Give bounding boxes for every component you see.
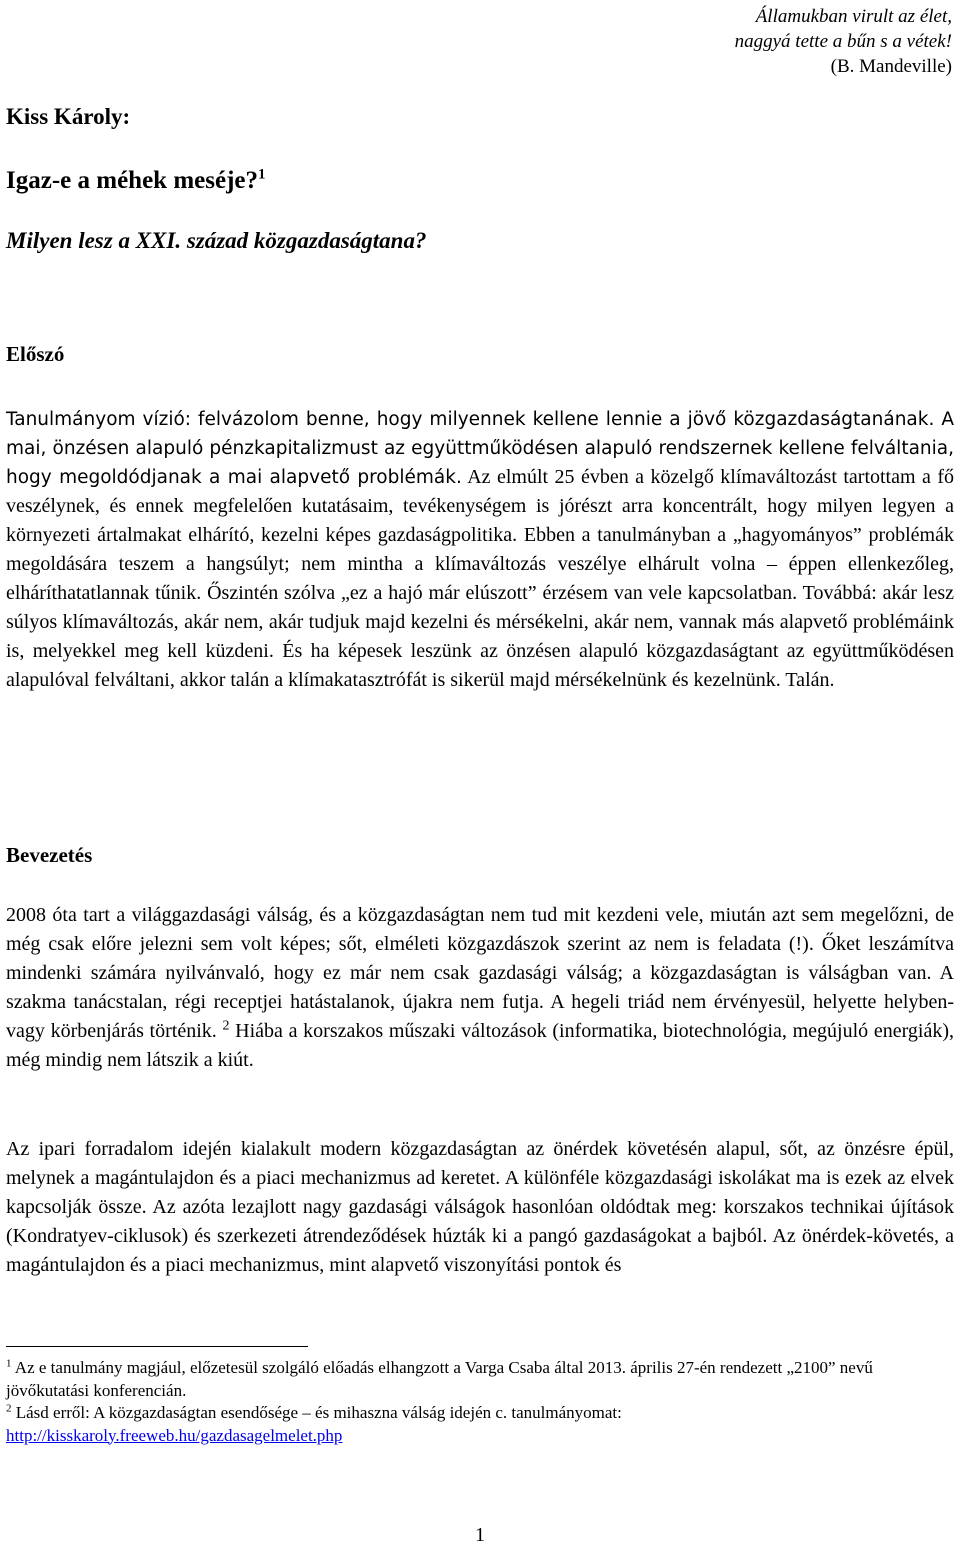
author-name: Kiss Károly: xyxy=(6,104,131,129)
footnote-2-link[interactable]: http://kisskaroly.freeweb.hu/gazdasagelmelet.php xyxy=(6,1425,343,1445)
footnotes xyxy=(6,1357,954,1447)
foreword-heading: Előszó xyxy=(6,342,65,366)
title-text: Igaz-e a méhek meséje? xyxy=(6,167,258,194)
title-footnote-ref[interactable]: 1 xyxy=(258,166,266,183)
epigraph xyxy=(735,4,952,79)
footnote-2 xyxy=(6,1402,954,1447)
foreword-paragraph xyxy=(6,405,954,695)
document-subtitle: Milyen lesz a XXI. század közgazdaságtana? xyxy=(6,228,427,253)
footnote-1-number: 1 xyxy=(6,1357,12,1370)
epigraph-source: (B. Mandeville) xyxy=(830,56,952,77)
epigraph-line-1: Államukban virult az élet, xyxy=(755,6,952,27)
page-number: 1 xyxy=(475,1524,485,1546)
intro-p1-text-a: 2008 óta tart a világgazdasági válság, és a közgazdaságtan nem tud mit kezdeni vele, miután azt sem megelőzni, de még csak előre jelezni sem volt képes; sőt, elméleti közgazdászok szerint az nem is feladata (!). Őket leszámítva mindenki számára nyilvánvaló, hogy ez már nem csak gazdasági válság; a közgazdaságtan is válságban van. A szakma tanácstalan, régi receptjei hatástalanok, újakra nem futja. A hegeli triád nem érvényesül, helyette helyben-vagy körbenjárás történik. xyxy=(6,904,954,1042)
intro-paragraph-2: Az ipari forradalom idején kialakult modern közgazdaságtan az önérdek követésén alapul, sőt, az önzésre épül, melynek a magántulajdon és a piaci mechanizmus ad keretet. A különféle közgazdasági iskolákat ma is ezek az elvek kapcsolják össze. Az azóta lezajlott nagy gazdasági válságok hasonlóan oldódtak meg: korszakos technikai újítások (Kondratyev-ciklusok) és szerkezeti átrendeződések húzták ki a pangó gazdaságokat a bajból. Az önérdek-követés, a magántulajdon és a piaci mechanizmus, mint alapvető viszonyítási pontok és xyxy=(6,1138,954,1276)
intro-p1-text-b: Hiába a korszakos műszaki változások (informatika, biotechnológia, megújuló energiák), még mindig nem látszik a kiút. xyxy=(6,1020,954,1071)
intro-paragraph-1 xyxy=(6,901,954,1075)
epigraph-line-2: naggyá tette a bűn s a vétek! xyxy=(734,31,952,52)
footnote-2-text: Lásd erről: A közgazdaságtan esendősége – és mihaszna válság idején c. tanulmányomat: xyxy=(11,1403,622,1422)
footnote-2-number: 2 xyxy=(6,1402,12,1415)
document-title xyxy=(6,167,266,195)
footnote-1-text: Az e tanulmány magjául, előzetesül szolgáló előadás elhangzott a Varga Csaba által 2013. április 27-én rendezett „2100” nevű jövőkutatási konferencián. xyxy=(6,1358,873,1400)
foreword-part-2: Az elmúlt 25 évben a közelgő klímaváltozást tartottam a fő veszélynek, és ennek megfelelően kutatásaim, tevékenységem is jórészt arra koncentrált, hogy milyen legyen a környezeti ártalmakat elhárító, kezelni képes gazdaságpolitika. Ebben a tanulmányban a „hagyományos” problémák megoldására teszem a hangsúlyt; nem mintha a klímaváltozás veszélye elhárult volna – éppen ellenkezőleg, elháríthatatlannak tűnik. Őszintén szólva „ez a hajó már elúszott” érzésem van vele kapcsolatban. Továbbá: akár lesz súlyos klímaváltozás, akár nem, akár tudjuk majd kezelni és mérsékelni, akár nem, vannak más alapvető problémáink is, melyekkel meg kell küzdeni. És ha képesek leszünk az önzésen alapuló közgazdaságtant az együttműködésen alapulóval felváltani, akkor talán a klímakatasztrófát is sikerül majd mérsékelnünk és kezelnünk. Talán. xyxy=(6,466,954,691)
footnote-separator xyxy=(6,1346,308,1347)
footnote-1 xyxy=(6,1357,954,1402)
intro-footnote-ref[interactable]: 2 xyxy=(222,1018,230,1034)
intro-heading: Bevezetés xyxy=(6,843,93,867)
foreword-part-1: Tanulmányom vízió: felvázolom benne, hogy milyennek kellene lennie a jövő közgazdaságtanának. A mai, önzésen alapuló pénzkapitalizmust az együttműködésen alapuló rendszernek kellene felváltania, hogy megoldódjanak a mai alapvető problémák. xyxy=(6,409,954,488)
